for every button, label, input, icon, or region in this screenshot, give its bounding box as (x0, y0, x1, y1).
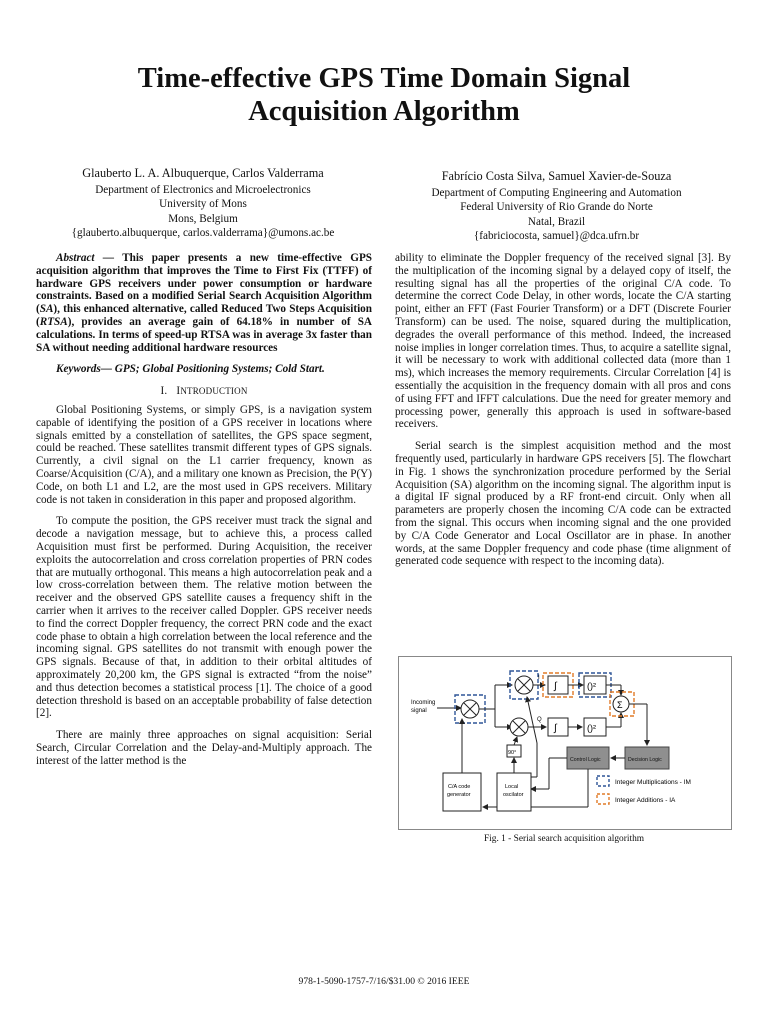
square-label: ()² (587, 681, 596, 691)
paragraph-intro-1: Global Positioning Systems, or simply GPS, is a navigation system capable of identifying the position of a GPS receiver in locations where signals emitted by a constellation of satellites, the GPS space segment, could be reached. These satellites transmit different types of GPS signals. Currently, a civil signal on the L1 carrier frequency, known as Coarse/Acquisition (C/A), and a military one known as Precision, the P(Y) Code, on both L1 and L2, are the most used in GPS receivers. Military code is not taken in consideration in this paper and proposed algorithm. (36, 403, 372, 506)
diagram-svg (399, 657, 731, 829)
legend-im-swatch (597, 776, 609, 786)
incoming-signal-label: Incoming (411, 700, 436, 706)
paragraph-intro-2: To compute the position, the GPS receiver must track the signal and decode a navigation message, but to achieve this, a process called Acquisition must first be performed. During Acquisition, the receiver exploits the autocorrelation and cross correlation properties of PRN codes that are mutually orthogonal. This means a high autocorrelation peak and a low cross-correlation between them. The relative motion between the receiver and the observed GPS satellite causes a frequency shift in the carrier when it arrives to the receiver called Doppler. GPS receiver needs to find the correct Doppler frequency, the correct PRN code and the exact code phase to obtain a high correlation between the local reference and the incoming signal. GPS satellites do not transmit with enough power the GPS signals. Because of that, in addition to their orbital altitudes of approximately 20,200 km, the GPS signal is extracted “from the noise” and thus detection becomes a statistical process [1]. The choice of a good detection threshold is based on an acceptable probability of false detection [2]. (36, 515, 372, 720)
integrator-block (548, 676, 568, 694)
author-department: Department of Computing Engineering and Automation (431, 187, 682, 200)
author-city: Mons, Belgium (168, 212, 238, 225)
connector-line (527, 697, 537, 743)
local-oscillator-label: oscilator (503, 792, 524, 798)
paper-title (60, 62, 708, 128)
integral-icon: ∫ (554, 723, 557, 734)
section-number: I. (160, 385, 168, 398)
abstract (36, 252, 372, 354)
paragraph-intro-3: There are mainly three approaches on signal acquisition: Serial Search, Circular Correlation and the Delay-and-Multiply approach. The interest of the latter method is the (36, 729, 372, 767)
integrator-block (548, 718, 568, 736)
keywords: Keywords— GPS; Global Positioning Systems; Cold Start. (56, 363, 325, 376)
integral-icon: ∫ (554, 681, 557, 692)
paragraph-right-1: ability to eliminate the Doppler frequency of the received signal [3]. By the multiplication of the incoming signal by a delayed copy of itself, the resulting signal has all the properties of the original C/A code. To determine the correct Code Delay, in other words, locate the C/A starting point, either an FFT (Fast Fourier Transform) or a DFT (Discrete Fourier Transform) can be used. The noise, squared during the multiplication, degrades the overall performance of this method. Indeed, the increased noise implies in longer correlation times. Thus, to acquire a satellite signal, it will be necessary to work with additional collected data (more than 1 ms), which increases the memory requirements. Circular Correlation [4] is essentially the acquisition in the frequency domain with all pros and cons of using FFT and IFFT calculations. Due the need for greater memory and processing power, generally this approach is used in software-based receivers. (395, 252, 731, 431)
sigma-label: Σ (617, 700, 623, 710)
author-email: {glauberto.albuquerque, carlos.valderrama}@umons.ac.be (71, 226, 335, 239)
abstract-label: Abstract — (56, 252, 115, 264)
author-block-left (38, 166, 368, 240)
abstract-text: ), provides an average gain of 64.18% in number of SA calculations. In terms of speed-up RTSA was in average 3x faster than SA without needing additional hardware resources (36, 315, 372, 354)
phase-shift-label: 90° (508, 750, 517, 756)
abstract-sa: SA (39, 303, 54, 316)
legend-ia-label: Integer Additions - IA (615, 797, 676, 804)
incoming-signal-label: signal (411, 708, 427, 714)
section-initial: I (176, 385, 181, 398)
figure-serial-search-diagram (398, 656, 732, 830)
left-column (36, 252, 372, 776)
author-names: Fabrício Costa Silva, Samuel Xavier-de-Souza (441, 169, 672, 183)
decision-logic-label: Decision Logic (628, 757, 662, 763)
section-heading-introduction (36, 385, 372, 398)
control-logic-label: Control Logic (570, 757, 601, 763)
ca-code-generator-label: C/A code (448, 784, 471, 790)
ca-code-generator-label: generator (447, 792, 471, 798)
section-title-rest: NTRODUCTION (180, 386, 248, 397)
title-line-1: Time-effective GPS Time Domain Signal (137, 63, 631, 94)
abstract-text: This paper presents a new time-effective GPS acquisition algorithm that improves the Time to First Fix (TTFF) of hardware GPS receivers under power consumption or hardware constraints. Based on a modified Serial Search Acquisition Algorithm ( (36, 252, 372, 316)
author-names: Glauberto L. A. Albuquerque, Carlos Valderrama (82, 166, 324, 180)
right-column (395, 252, 731, 577)
author-email: {fabriciocosta, samuel}@dca.ufrn.br (473, 229, 640, 242)
abstract-rtsa: RTSA (39, 315, 68, 328)
square-label: ()² (587, 723, 596, 733)
connector-line (514, 737, 517, 745)
local-oscillator-label: Local (505, 784, 519, 790)
author-university: University of Mons (159, 198, 247, 211)
legend-im-label: Integer Multiplications - IM (615, 779, 691, 786)
author-block-right (383, 169, 730, 243)
author-department: Department of Electronics and Microelectronics (95, 184, 311, 197)
abstract-text: ), this enhanced alternative, called Reduced Two Steps Acquisition ( (36, 303, 372, 328)
author-city: Natal, Brazil (527, 215, 586, 228)
paragraph-right-2: Serial search is the simplest acquisition method and the most frequently used, particularly in hardware GPS receivers [5]. The flowchart in Fig. 1 shows the synchronization procedure performed by the Serial Acquisition (SA) algorithm on the incoming signal. The algorithm input is a digital IF signal produced by a RF front-end circuit. Only when all parameters are properly chosen the incoming C/A code can be extracted from the signal. This occurs when incoming signal and the one provided by C/A Code Generator and Local Oscillator are in phase. In another words, at the same Doppler frequency and code phase (time alignment of generated code sequence with respect to the incoming data). (395, 440, 731, 568)
figure-caption: Fig. 1 - Serial search acquisition algorithm (483, 834, 645, 844)
i-label: I (538, 675, 540, 681)
title-line-2: Acquisition Algorithm (248, 96, 520, 127)
q-label: Q (537, 717, 542, 723)
legend-ia-swatch (597, 794, 609, 804)
page-footer: 978-1-5090-1757-7/16/$31.00 © 2016 IEEE (298, 976, 470, 987)
author-university: Federal University of Rio Grande do Norte (460, 201, 653, 214)
